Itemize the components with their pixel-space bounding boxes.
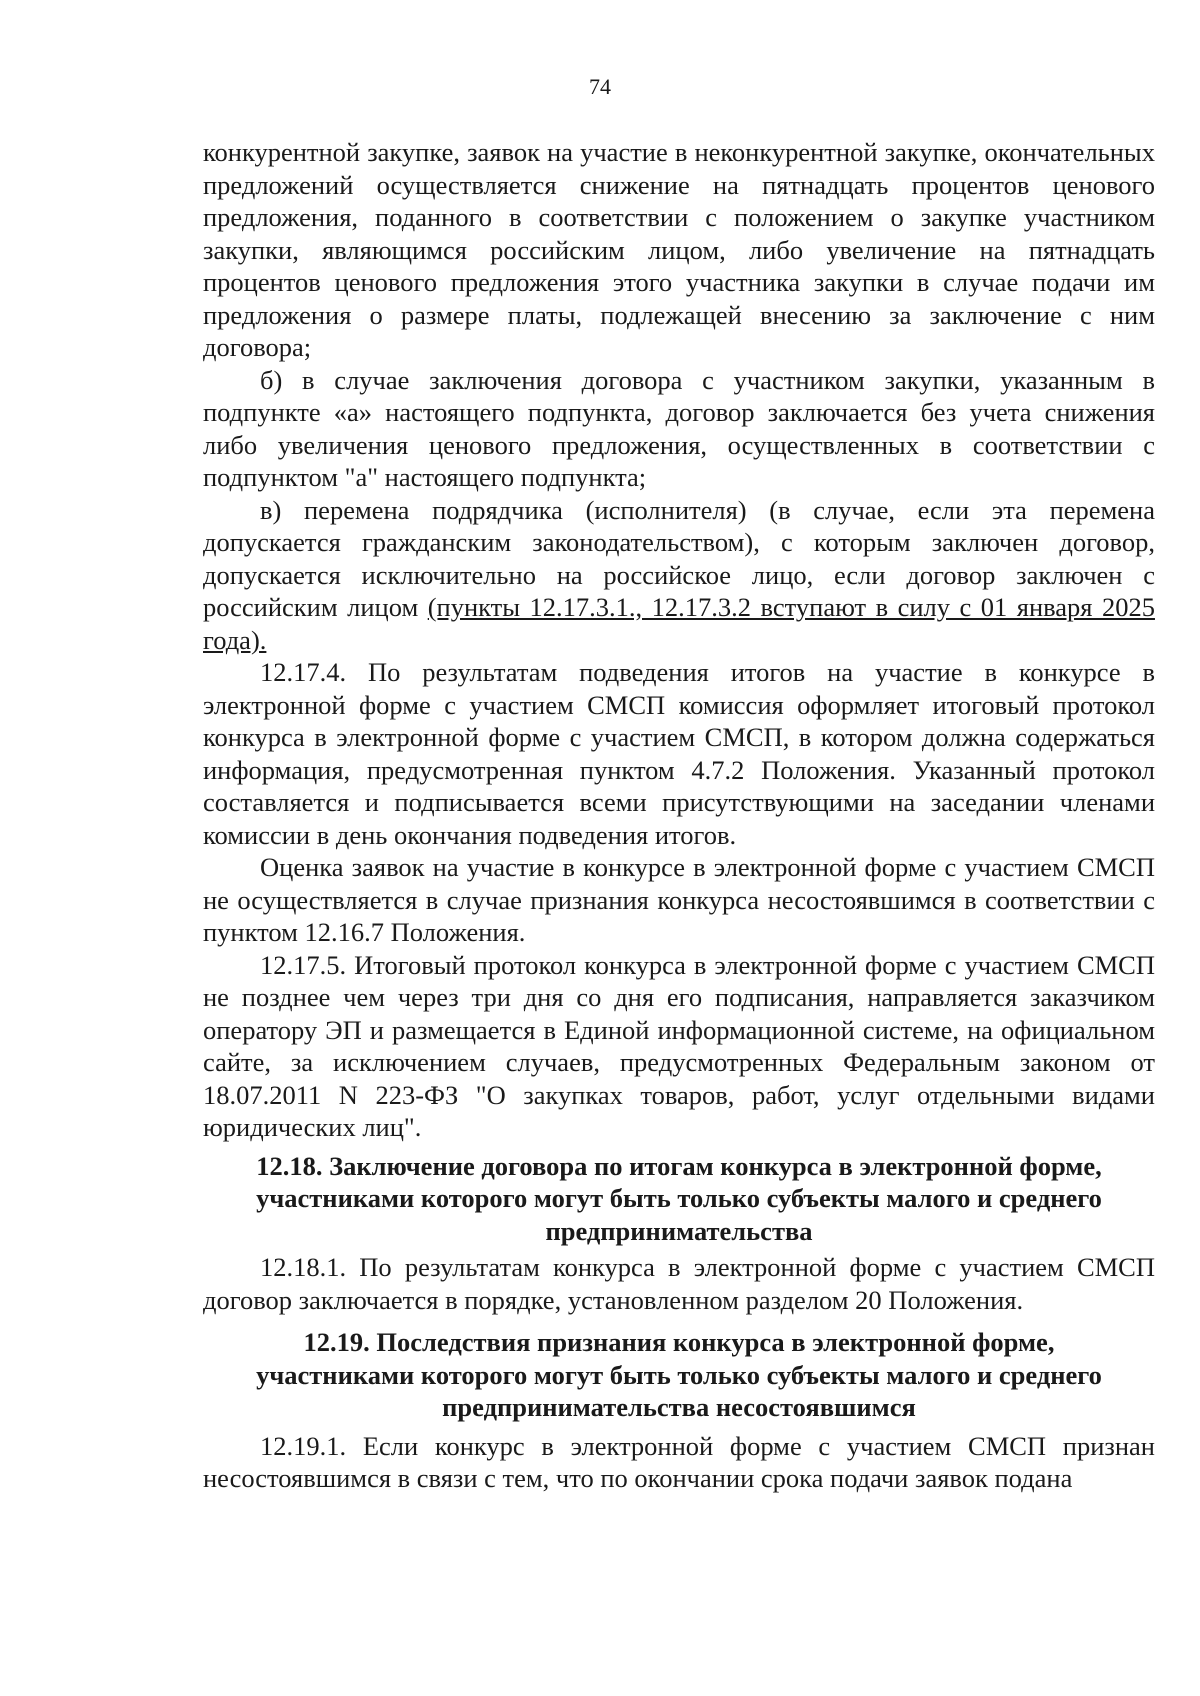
paragraph-continuation: конкурентной закупке, заявок на участие в неконкурентной закупке, окончательных предложений осуществляется снижение на пятнадцать процентов ценового предложения, поданного в соответствии с положением о закупке участником закупки, являющимся российским лицом, либо увеличение на пятнадцать процентов ценового предложения этого участника закупки в случае подачи им предложения о размере платы, подлежащей внесению за заключение с ним договора; — [203, 137, 1155, 362]
paragraph-12-17-4: 12.17.4. По результатам подведения итогов на участие в конкурсе в электронной форме с участием СМСП комиссия оформляет итоговый протокол конкурса в электронной форме с участием СМСП, в котором должна содержаться информация, предусмотренная пунктом 4.7.2 Положения. Указанный протокол составляется и подписывается всеми присутствующими на заседании членами комиссии в день окончания подведения итогов. — [203, 657, 1155, 850]
paragraph-subitem-v — [203, 494, 1155, 657]
paragraph-12-17-5: 12.17.5. Итоговый протокол конкурса в электронной форме с участием СМСП не позднее чем через три дня со дня его подписания, направляется заказчиком оператору ЭП и размещается в Единой информационной системе, на официальном сайте, за исключением случаев, предусмотренных Федеральным законом от 18.07.2011 N 223-ФЗ "О закупках товаров, работ, услуг отдельными видами юридических лиц". — [203, 949, 1155, 1142]
paragraph-subitem-b: б) в случае заключения договора с участником закупки, указанным в подпункте «а» настоящего подпункта, договор заключается без учета снижения либо увеличения ценового предложения, осуществленных в соответствии с подпунктом "а" настоящего подпункта; — [203, 364, 1155, 492]
paragraph-subitem-v-text: в) перемена подрядчика (исполнителя) (в случае, если эта перемена допускается гражданским законодательством), с которым заключен договор, допускается исключительно на российское лицо, если договор заключен с российским лицом — [203, 494, 1155, 622]
effective-date-note: (пункты 12.17.3.1., 12.17.3.2 вступают в силу с 01 января 2025 года). — [203, 592, 1155, 655]
section-heading-12-19 — [203, 1316, 1155, 1430]
section-heading-12-19-line3: предпринимательства несостоявшимся — [442, 1392, 916, 1422]
section-heading-12-18 — [203, 1144, 1155, 1252]
paragraph-evaluation-note: Оценка заявок на участие в конкурсе в электронной форме с участием СМСП не осуществляется в случае признания конкурса несостоявшимся в соответствии с пунктом 12.16.7 Положения. — [203, 852, 1155, 947]
page-number: 74 — [589, 74, 611, 99]
paragraph-12-18-1: 12.18.1. По результатам конкурса в электронной форме с участием СМСП договор заключается в порядке, установленном разделом 20 Положения. — [203, 1252, 1155, 1315]
section-heading-12-19-line2: участниками которого могут быть только субъекты малого и среднего — [256, 1359, 1102, 1390]
section-heading-12-18-line1: 12.18. Заключение договора по итогам конкурса в электронной форме, — [256, 1150, 1102, 1181]
document-body — [203, 136, 1155, 1495]
section-heading-12-18-line2: участниками которого могут быть только субъекты малого и среднего — [256, 1183, 1102, 1213]
paragraph-12-19-1: 12.19.1. Если конкурс в электронной форме с участием СМСП признан несостоявшимся в связи с тем, что по окончании срока подачи заявок подана — [203, 1430, 1155, 1493]
section-heading-12-18-line3: предпринимательства — [545, 1215, 813, 1246]
section-heading-12-19-line1: 12.19. Последствия признания конкурса в электронной форме, — [303, 1327, 1055, 1357]
